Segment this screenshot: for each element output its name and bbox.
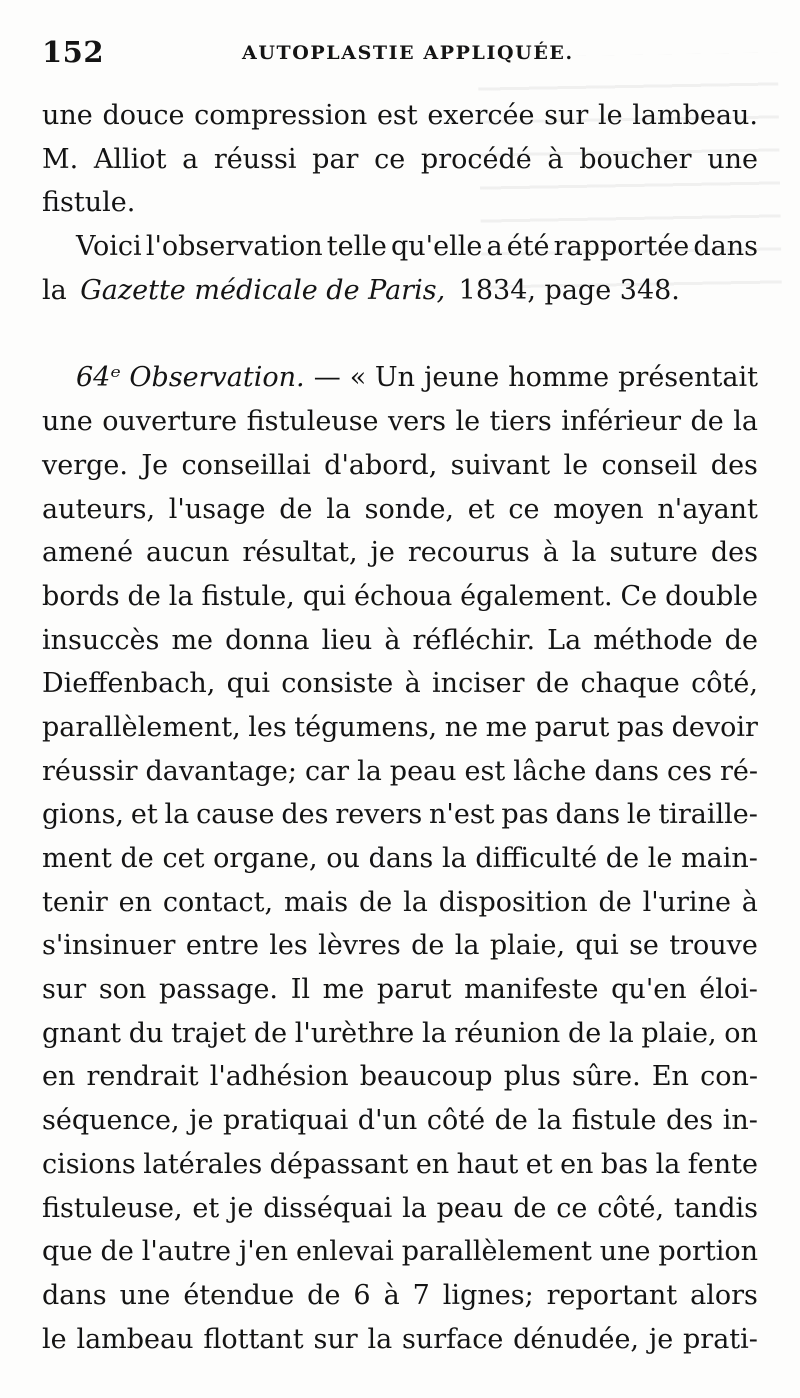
word: lieu [321, 624, 373, 656]
word: pratiquai [223, 1105, 349, 1137]
word: me [485, 711, 528, 743]
word: disposition [438, 886, 588, 918]
word: le [563, 449, 589, 481]
word: beaucoup [359, 1061, 493, 1093]
word: la [357, 755, 382, 787]
word: revers [335, 799, 423, 831]
word: parut [534, 711, 610, 743]
word: jeune [424, 362, 500, 394]
word: compression [194, 100, 368, 131]
word: je [189, 1105, 214, 1137]
body-text [42, 94, 758, 1361]
word: de [120, 843, 154, 874]
word: sur [42, 974, 87, 1006]
word: se [629, 930, 659, 962]
word: échoua [353, 580, 453, 612]
text-line [42, 1143, 758, 1187]
word: tiers [489, 406, 552, 438]
word: plaie, [489, 930, 566, 962]
word: la [608, 1017, 634, 1049]
text-line [42, 488, 758, 532]
text-line [42, 1012, 758, 1056]
word: tiraille- [658, 799, 758, 831]
text-line [42, 531, 758, 575]
paragraph-alliot [42, 94, 758, 225]
word: de [253, 1017, 288, 1049]
word: je [370, 537, 395, 569]
word: de [724, 624, 758, 656]
word: bords [42, 580, 120, 612]
text-line [42, 706, 758, 750]
word: de [513, 1192, 547, 1224]
word: fistule [571, 1105, 657, 1137]
word: recourus [407, 537, 530, 569]
word: la [42, 274, 67, 306]
word: boucher [579, 143, 692, 175]
word: les [248, 711, 287, 743]
word: organe, [213, 843, 318, 874]
paragraph-observation [42, 356, 758, 1361]
word: En [651, 1061, 689, 1093]
word: n'ayant [657, 493, 758, 525]
word: son [98, 974, 147, 1006]
word: des [281, 799, 329, 831]
word: pas [501, 799, 549, 831]
word: je [648, 1323, 674, 1355]
word: la [537, 1105, 563, 1137]
word: une [599, 1236, 651, 1268]
word: à [383, 1279, 400, 1311]
word: en [42, 1061, 76, 1093]
text-line [42, 1274, 758, 1318]
text-line [42, 837, 758, 881]
word: fistule, [201, 580, 295, 612]
word: dans [693, 231, 758, 263]
word: consiste [281, 668, 394, 700]
word: sonde, [364, 493, 455, 525]
word: peau [389, 755, 457, 787]
word: éloi- [699, 974, 758, 1006]
text-line [42, 269, 758, 313]
page-number: 152 [42, 35, 105, 69]
word: Alliot [93, 143, 167, 175]
word: a [486, 231, 503, 263]
word: de [127, 580, 161, 612]
word: et [467, 493, 495, 525]
word: tenir [42, 886, 108, 918]
word: des [666, 1105, 714, 1137]
word: suivant [450, 449, 551, 481]
word: le [455, 406, 481, 438]
word: ce [508, 493, 540, 525]
word: 7 [412, 1279, 430, 1311]
word: de [535, 668, 570, 700]
word: inférieur [561, 406, 682, 438]
word: Je [141, 449, 169, 481]
word: La [547, 624, 582, 656]
text-line [42, 575, 758, 619]
word: les [269, 930, 308, 962]
word: la [733, 406, 758, 438]
word: l'usage [168, 493, 266, 525]
word: de [605, 843, 640, 874]
text-line [42, 138, 758, 182]
word: fente [687, 1148, 758, 1180]
word: le [647, 843, 673, 874]
word: cet [162, 843, 205, 874]
word: côté, [597, 1192, 665, 1224]
word: Voici [76, 231, 142, 263]
word: est [376, 100, 418, 131]
word: — [313, 362, 341, 394]
word: telle [326, 231, 387, 263]
running-head: AUTOPLASTIE APPLIQUÉE. [242, 42, 574, 64]
word: côté, [691, 668, 758, 700]
word: fistuleuse [246, 406, 379, 438]
word: ou [326, 843, 360, 874]
word: lambeau. [632, 100, 758, 131]
word: la [367, 1323, 393, 1355]
word: main- [681, 843, 758, 874]
word: rendrait [86, 1061, 199, 1093]
word: pas [616, 711, 665, 743]
word: de [279, 493, 313, 525]
word: est [464, 755, 506, 787]
word: enlevai [295, 1236, 394, 1268]
word: cause [196, 799, 275, 831]
word: de [411, 930, 445, 962]
word: s'insinuer [42, 930, 176, 962]
word: tandis [673, 1192, 758, 1224]
word: disséquai [263, 1192, 393, 1224]
word: bas [600, 1148, 649, 1180]
word: reportant [546, 1279, 678, 1311]
word: et [192, 1192, 220, 1224]
word: ré- [719, 755, 758, 787]
word: douce [102, 100, 185, 131]
word: une [119, 1279, 171, 1311]
word: ces [667, 755, 712, 787]
word: tégumens, [294, 711, 438, 743]
word: méthode [593, 624, 713, 656]
word: la [655, 1148, 681, 1180]
word: gions, [42, 799, 125, 831]
word: Il [290, 974, 310, 1006]
word: M. [42, 143, 79, 175]
word: inciser [432, 668, 525, 700]
word: sur [313, 1323, 358, 1355]
text-line [42, 1230, 758, 1274]
word: de [494, 1105, 528, 1137]
word: à [384, 624, 401, 656]
text-line [42, 793, 758, 837]
word: à [547, 143, 564, 175]
word: de [598, 886, 632, 918]
text-line [42, 881, 758, 925]
word: été [506, 231, 550, 263]
word: j'en [238, 1236, 289, 1268]
word: rapportée [553, 231, 690, 263]
word: fistuleuse, [42, 1192, 183, 1224]
word: ce [374, 143, 406, 175]
word: chaque [580, 668, 680, 700]
word: dans [594, 755, 660, 787]
word: à [542, 537, 559, 569]
word: exercée [427, 100, 535, 131]
word: résultat, [242, 537, 358, 569]
word: l'adhésion [209, 1061, 349, 1093]
word: de [568, 1017, 602, 1049]
word: ouverture [102, 406, 238, 438]
word: la [421, 1017, 447, 1049]
word: dans [42, 1279, 107, 1311]
word: fistule. [42, 187, 136, 219]
text-line [42, 750, 758, 794]
text-line [42, 619, 758, 663]
word: également. [460, 580, 613, 612]
text-line [42, 356, 758, 400]
word: en [118, 886, 152, 918]
word: dépassant [269, 1148, 409, 1180]
word: une [42, 406, 93, 438]
word: réussir [42, 755, 138, 787]
word: réunion [454, 1017, 561, 1049]
word: lèvres [318, 930, 401, 962]
word: qui [575, 930, 619, 962]
citation-rest: 1834, page 348. [458, 274, 680, 306]
word: par [312, 143, 359, 175]
word: et [130, 799, 158, 831]
word: ce [556, 1192, 588, 1224]
word: a [182, 143, 199, 175]
word: cisions [42, 1148, 136, 1180]
word: la [441, 843, 467, 874]
word: difficulté [475, 843, 598, 874]
word: aucun [146, 537, 230, 569]
word: portion [658, 1236, 758, 1268]
word: latérales [143, 1148, 263, 1180]
text-line [42, 400, 758, 444]
paragraph-spacer [42, 312, 758, 356]
word: gnant [42, 1017, 122, 1049]
word: alors [690, 1279, 758, 1311]
word: sûre. [572, 1061, 641, 1093]
word: l'urèthre [294, 1017, 415, 1049]
word: je [229, 1192, 254, 1224]
page-header [42, 35, 758, 75]
word: Ce [620, 580, 658, 612]
word: de [359, 886, 393, 918]
word: la [168, 580, 194, 612]
word: le [42, 1323, 67, 1355]
word: me [322, 974, 365, 1006]
text-line [42, 662, 758, 706]
text-line [42, 1187, 758, 1231]
word: ment [42, 843, 112, 874]
word: et [525, 1148, 553, 1180]
word: on [724, 1017, 758, 1049]
word: en [560, 1148, 594, 1180]
text-line [42, 968, 758, 1012]
word: la [454, 930, 480, 962]
word: la [164, 799, 190, 831]
word: l'autre [141, 1236, 231, 1268]
word: mais [283, 886, 349, 918]
word: n'est [429, 799, 495, 831]
word: le [626, 799, 652, 831]
word: contact, [162, 886, 274, 918]
word: la [571, 537, 597, 569]
word: la [403, 886, 428, 918]
word: in- [722, 1105, 758, 1137]
word: dénudée, [513, 1323, 640, 1355]
word: moyen [553, 493, 644, 525]
word: d'abord, [324, 449, 438, 481]
word: plaie, [641, 1017, 717, 1049]
word: d'un [357, 1105, 418, 1137]
word: suture [609, 537, 698, 569]
text-line [42, 924, 758, 968]
text-line [42, 225, 758, 269]
word: l'urine [642, 886, 731, 918]
text-line [42, 181, 758, 225]
word: qui [302, 580, 347, 612]
word: qui [226, 668, 270, 700]
word: surface [401, 1323, 504, 1355]
word: côté [426, 1105, 486, 1137]
word: lignes; [442, 1279, 534, 1311]
word: vers [388, 406, 446, 438]
word: double [665, 580, 758, 612]
word: réfléchir. [412, 624, 536, 656]
word: auteurs, [42, 493, 156, 525]
word: con- [700, 1061, 758, 1093]
journal-title: Gazette médicale de Paris, [80, 274, 446, 306]
word: devoir [671, 711, 758, 743]
word: haut [456, 1148, 519, 1180]
word: dans [555, 799, 621, 831]
word: étendue [183, 1279, 295, 1311]
word: une [42, 100, 93, 131]
word: présentait [618, 362, 758, 394]
word: sur [544, 100, 589, 131]
word: l'observation [145, 231, 323, 263]
text-line [42, 94, 758, 138]
word: dans [368, 843, 434, 874]
word: des [710, 449, 758, 481]
word: verge. [42, 449, 128, 481]
text-line [42, 1099, 758, 1143]
word: de [690, 406, 724, 438]
word: que [42, 1236, 93, 1268]
text-line [42, 444, 758, 488]
word: à [741, 886, 758, 918]
word: amené [42, 537, 134, 569]
word: Dieffenbach, [42, 668, 216, 700]
word: peau [436, 1192, 504, 1224]
word: parallèlement, [42, 711, 241, 743]
word: parallèlement [401, 1236, 592, 1268]
word: me [171, 624, 214, 656]
word: le [597, 100, 623, 131]
word: conseillai [181, 449, 311, 481]
word: insuccès [42, 624, 160, 656]
paragraph-voici [42, 225, 758, 269]
word: la [326, 493, 351, 525]
word: lambeau [76, 1323, 194, 1355]
word: du [128, 1017, 164, 1049]
word: ne [444, 711, 479, 743]
word: parut [376, 974, 452, 1006]
word: qu'en [611, 974, 687, 1006]
text-line [42, 1055, 758, 1099]
word: de [100, 1236, 134, 1268]
word: des [710, 537, 758, 569]
observation-label: 64ᵉ Observation. [76, 362, 305, 394]
word: « Un [349, 362, 415, 394]
text-line [42, 1318, 758, 1362]
word: 6 [353, 1279, 371, 1311]
word: trouve [669, 930, 758, 962]
word: entre [185, 930, 259, 962]
word: procédé [420, 143, 532, 175]
word: plus [503, 1061, 561, 1093]
word: trajet [171, 1017, 247, 1049]
word: à [404, 668, 421, 700]
word: davantage; [145, 755, 297, 787]
word: prati- [683, 1323, 758, 1355]
word: séquence, [42, 1105, 180, 1137]
word: la [402, 1192, 427, 1224]
word: flottant [203, 1323, 304, 1355]
word: une [707, 143, 758, 175]
word: qu'elle [391, 231, 483, 263]
word: réussi [213, 143, 297, 175]
word: conseil [601, 449, 698, 481]
word: homme [508, 362, 610, 394]
word: manifeste [464, 974, 599, 1006]
word: en [415, 1148, 450, 1180]
word: lâche [513, 755, 587, 787]
word: donna [225, 624, 310, 656]
word: car [304, 755, 350, 787]
word: de [307, 1279, 341, 1311]
word: passage. [158, 974, 279, 1006]
